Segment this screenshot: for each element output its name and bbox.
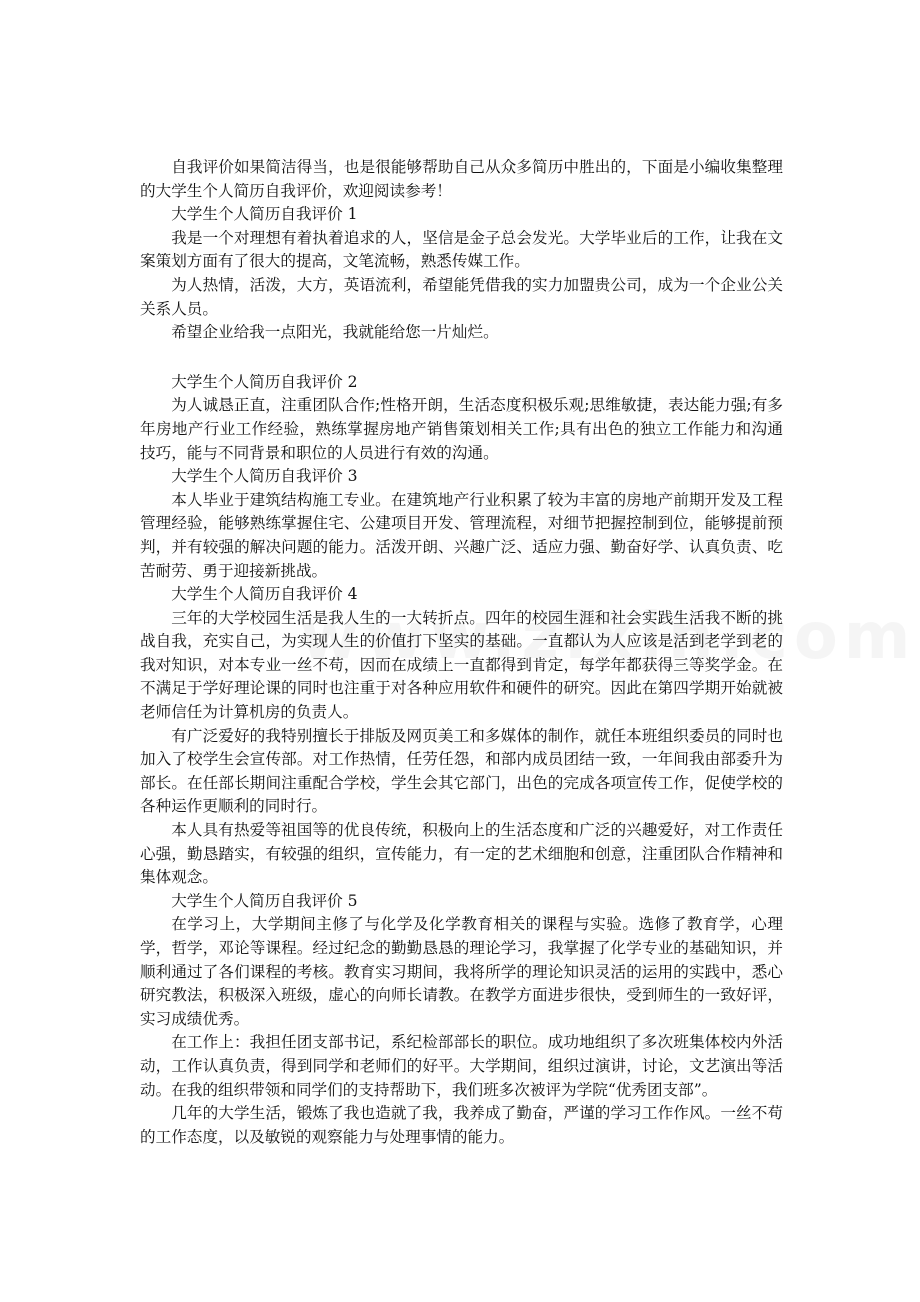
paragraph: 有广泛爱好的我特别擅长于排版及网页美工和多媒体的制作，就任本班组织委员的同时也加入了校学生会宣传部。对工作热情，任劳任怨，和部内成员团结一致，一年间我由部委升为部长。在任部长期间注重配合学校，学生会其它部门，出色的完成各项宣传工作，促使学校的各种运作更顺利的同时行。 <box>140 726 783 816</box>
section-heading-4: 大学生个人简历自我评价 4 <box>171 585 358 604</box>
paragraph: 为人诚恳正直，注重团队合作;性格开朗，生活态度积极乐观;思维敏捷，表达能力强;有多年房地产行业工作经验，熟练掌握房地产销售策划相关工作;具有出色的独立工作能力和沟通技巧，能与不同背景和职位的人员进行有效的沟通。 <box>140 396 783 462</box>
paragraph: 几年的大学生活，锻炼了我也造就了我，我养成了勤奋，严谨的学习工作作风。一丝不苟的工作态度，以及敏锐的观察能力与处理事情的能力。 <box>140 1104 783 1146</box>
blank-line <box>140 345 783 371</box>
section-heading-5: 大学生个人简历自我评价 5 <box>171 891 358 910</box>
paragraph: 在学习上，大学期间主修了与化学及化学教育相关的课程与实验。选修了教育学，心理学，哲学，邓论等课程。经过纪念的勤勤恳恳的理论学习，我掌握了化学专业的基础知识，并顺利通过了各们课程的考核。教育实习期间，我将所学的理论知识灵活的运用的实践中，悉心研究教法，积极深入班级，虚心的向师长请教。在教学方面进步很快，受到师生的一致好评，实习成绩优秀。 <box>140 915 783 1028</box>
paragraph: 为人热情，活泼，大方，英语流利，希望能凭借我的实力加盟贵公司，成为一个企业公关关系人员。 <box>140 275 783 318</box>
section-heading-3: 大学生个人简历自我评价 3 <box>171 467 358 486</box>
paragraph: 本人具有热爱等祖国等的优良传统，积极向上的生活态度和广泛的兴趣爱好，对工作责任心强，勤恳踏实，有较强的组织，宣传能力，有一定的艺术细胞和创意，注重团队合作精神和集体观念。 <box>140 821 783 887</box>
section-heading-1: 大学生个人简历自我评价 1 <box>171 205 358 224</box>
paragraph: 在工作上：我担任团支部书记，系纪检部部长的职位。成功地组织了多次班集体校内外活动，工作认真负责，得到同学和老师们的好平。大学期间，组织过演讲，讨论，文艺演出等活动。在我的组织带领和同学们的支持帮助下，我们班多次被评为学院“优秀团支部”。 <box>140 1033 783 1099</box>
paragraph: 三年的大学校园生活是我人生的一大转折点。四年的校园生涯和社会实践生活我不断的挑战自我，充实自己，为实现人生的价值打下坚实的基础。一直都认为人应该是活到老学到老的我对知识，对本专业一丝不苟，因而在成绩上一直都得到肯定，每学年都获得三等奖学金。在不满足于学好理论课的同时也注重于对各种应用软件和硬件的研究。因此在第四学期开始就被老师信任为计算机房的负责人。 <box>140 608 783 722</box>
section-heading-2: 大学生个人简历自我评价 2 <box>171 372 358 391</box>
paragraph: 希望企业给我一点阳光，我就能给您一片灿烂。 <box>171 323 499 342</box>
paragraph: 本人毕业于建筑结构施工专业。在建筑地产行业积累了较为丰富的房地产前期开发及工程管理经验，能够熟练掌握住宅、公建项目开发、管理流程，对细节把握控制到位，能够提前预判，并有较强的解决问题的能力。活泼开朗、兴趣广泛、适应力强、勤奋好学、认真负责、吃苦耐劳、勇于迎接新挑战。 <box>140 490 783 580</box>
intro-paragraph: 自我评价如果简洁得当，也是很能够帮助自己从众多简历中胜出的，下面是小编收集整理的大学生个人简历自我评价，欢迎阅读参考！ <box>140 158 783 200</box>
paragraph: 我是一个对理想有着执着追求的人，坚信是金子总会发光。大学毕业后的工作，让我在文案策划方面有了很大的提高，文笔流畅，熟悉传媒工作。 <box>140 228 783 271</box>
document-body <box>140 156 783 1149</box>
